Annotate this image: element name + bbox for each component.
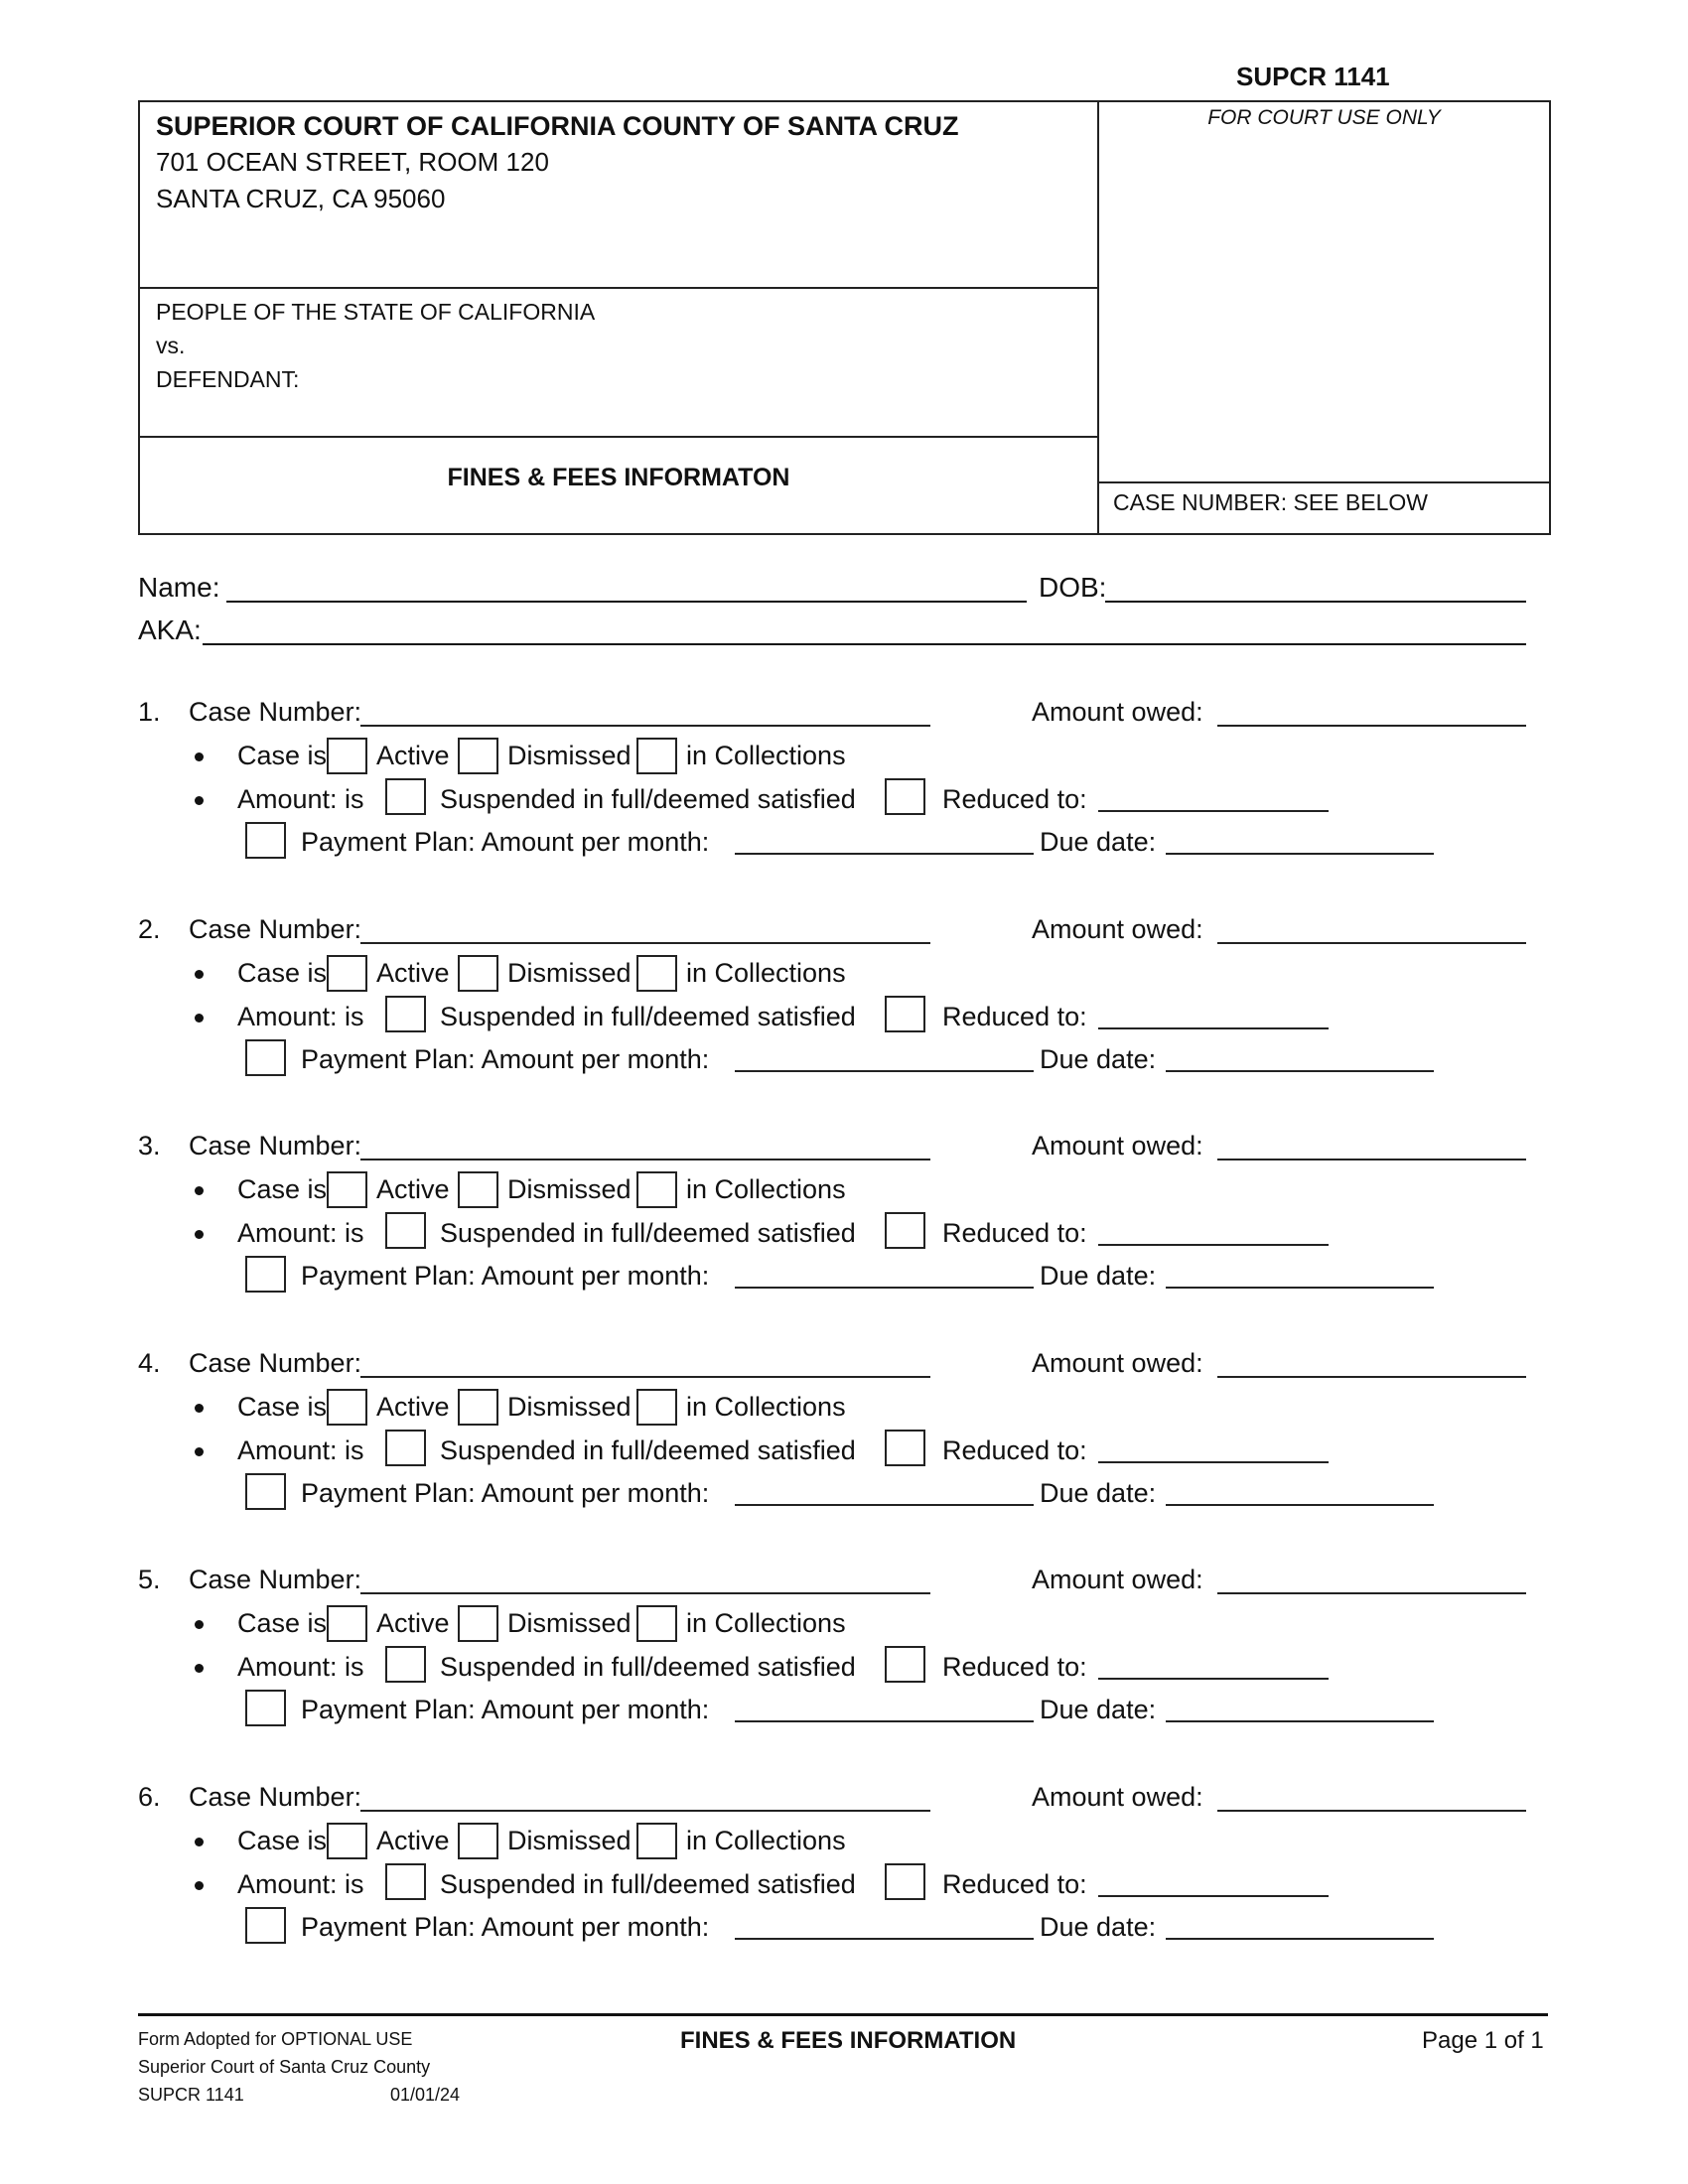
case-index: 1. (138, 697, 161, 727)
case-entry-1 (0, 697, 1688, 895)
amount-per-month-field[interactable] (735, 1504, 1034, 1506)
court-address-line2: SANTA CRUZ, CA 95060 (156, 184, 446, 213)
reduced-checkbox[interactable] (885, 1646, 925, 1683)
reduced-to-field[interactable] (1098, 1895, 1329, 1897)
dismissed-checkbox[interactable] (458, 1605, 498, 1642)
collections-checkbox[interactable] (636, 738, 677, 774)
amount-owed-label: Amount owed: (1032, 1348, 1203, 1378)
collections-label: in Collections (686, 1392, 846, 1422)
case-is-label: Case is (237, 1826, 328, 1855)
reduced-checkbox[interactable] (885, 778, 925, 815)
amount-is-label: Amount: is (237, 1652, 364, 1682)
payment-plan-label: Payment Plan: Amount per month: (301, 1261, 710, 1291)
reduced-checkbox[interactable] (885, 1863, 925, 1900)
case-index: 6. (138, 1782, 161, 1812)
amount-per-month-field[interactable] (735, 853, 1034, 855)
suspended-label: Suspended in full/deemed satisfied (440, 1218, 856, 1248)
reduced-to-field[interactable] (1098, 1678, 1329, 1680)
court-address-line1: 701 OCEAN STREET, ROOM 120 (156, 147, 549, 177)
reduced-to-label: Reduced to: (942, 1435, 1087, 1465)
due-date-label: Due date: (1040, 1695, 1157, 1724)
form-id: SUPCR 1141 (1236, 62, 1390, 91)
case-entry-3 (0, 1131, 1688, 1329)
suspended-checkbox[interactable] (385, 1646, 426, 1683)
payment-plan-label: Payment Plan: Amount per month: (301, 1912, 710, 1942)
payment-plan-label: Payment Plan: Amount per month: (301, 1695, 710, 1724)
bullet (195, 1014, 204, 1023)
reduced-to-field[interactable] (1098, 1027, 1329, 1029)
amount-is-label: Amount: is (237, 1869, 364, 1899)
case-number-field[interactable] (360, 1376, 930, 1378)
active-label: Active (376, 1392, 450, 1422)
dismissed-checkbox[interactable] (458, 1389, 498, 1426)
caption-left (140, 102, 1099, 533)
reduced-to-label: Reduced to: (942, 784, 1087, 814)
bullet (195, 1838, 204, 1846)
bullet (195, 1186, 204, 1195)
active-label: Active (376, 1826, 450, 1855)
collections-label: in Collections (686, 1174, 846, 1204)
amount-owed-label: Amount owed: (1032, 1782, 1203, 1812)
due-date-label: Due date: (1040, 1044, 1157, 1074)
case-number-label: Case Number: (189, 1348, 362, 1378)
payment-plan-checkbox[interactable] (245, 822, 286, 859)
collections-checkbox[interactable] (636, 1389, 677, 1426)
collections-checkbox[interactable] (636, 1605, 677, 1642)
active-label: Active (376, 1608, 450, 1638)
case-number-field[interactable] (360, 1159, 930, 1160)
name-field[interactable] (226, 601, 1027, 603)
name-label: Name: (138, 572, 220, 603)
collections-label: in Collections (686, 1608, 846, 1638)
active-checkbox[interactable] (327, 738, 367, 774)
case-is-label: Case is (237, 1174, 328, 1204)
active-checkbox[interactable] (327, 1823, 367, 1859)
active-checkbox[interactable] (327, 1605, 367, 1642)
amount-owed-label: Amount owed: (1032, 1131, 1203, 1160)
case-is-label: Case is (237, 958, 328, 988)
court-use-area (1099, 102, 1549, 533)
reduced-to-label: Reduced to: (942, 1002, 1087, 1031)
bullet (195, 1881, 204, 1890)
due-date-field[interactable] (1166, 1938, 1434, 1940)
due-date-field[interactable] (1166, 1504, 1434, 1506)
case-is-label: Case is (237, 1392, 328, 1422)
page-number: Page 1 of 1 (1422, 2027, 1544, 2054)
collections-label: in Collections (686, 958, 846, 988)
case-number-label: Case Number: (189, 1565, 362, 1594)
active-label: Active (376, 1174, 450, 1204)
dismissed-checkbox[interactable] (458, 738, 498, 774)
payment-plan-checkbox[interactable] (245, 1256, 286, 1293)
dismissed-checkbox[interactable] (458, 955, 498, 992)
dismissed-checkbox[interactable] (458, 1171, 498, 1208)
versus: vs. (156, 333, 186, 358)
case-number-field[interactable] (360, 1810, 930, 1812)
caption-box (138, 100, 1551, 535)
footer-rule (138, 2013, 1548, 2016)
case-number-label: Case Number: (189, 914, 362, 944)
collections-checkbox[interactable] (636, 955, 677, 992)
amount-per-month-field[interactable] (735, 1938, 1034, 1940)
dismissed-label: Dismissed (507, 1608, 632, 1638)
dob-label: DOB: (1039, 572, 1107, 603)
footer-form-code: SUPCR 1141 (138, 2085, 244, 2105)
case-number-box: CASE NUMBER: SEE BELOW (1099, 481, 1549, 533)
collections-label: in Collections (686, 741, 846, 770)
due-date-field[interactable] (1166, 1720, 1434, 1722)
case-number-label: Case Number: (189, 1782, 362, 1812)
collections-checkbox[interactable] (636, 1823, 677, 1859)
case-number-field[interactable] (360, 1592, 930, 1594)
amount-owed-field[interactable] (1217, 1810, 1526, 1812)
dismissed-label: Dismissed (507, 1174, 632, 1204)
payment-plan-checkbox[interactable] (245, 1473, 286, 1510)
due-date-label: Due date: (1040, 1912, 1157, 1942)
amount-per-month-field[interactable] (735, 1070, 1034, 1072)
suspended-checkbox[interactable] (385, 778, 426, 815)
active-label: Active (376, 958, 450, 988)
suspended-label: Suspended in full/deemed satisfied (440, 1869, 856, 1899)
case-index: 3. (138, 1131, 161, 1160)
footer-title: FINES & FEES INFORMATION (680, 2027, 1017, 2054)
bullet (195, 970, 204, 979)
collections-label: in Collections (686, 1826, 846, 1855)
payment-plan-checkbox[interactable] (245, 1907, 286, 1944)
case-entry-6 (0, 1782, 1688, 1980)
bullet (195, 1620, 204, 1629)
payment-plan-checkbox[interactable] (245, 1039, 286, 1076)
due-date-label: Due date: (1040, 1478, 1157, 1508)
reduced-checkbox[interactable] (885, 996, 925, 1032)
amount-is-label: Amount: is (237, 1218, 364, 1248)
amount-is-label: Amount: is (237, 1002, 364, 1031)
dismissed-label: Dismissed (507, 1392, 632, 1422)
bullet (195, 1230, 204, 1239)
bullet (195, 1404, 204, 1413)
suspended-label: Suspended in full/deemed satisfied (440, 1435, 856, 1465)
payment-plan-label: Payment Plan: Amount per month: (301, 1044, 710, 1074)
amount-owed-field[interactable] (1217, 1159, 1526, 1160)
payment-plan-checkbox[interactable] (245, 1690, 286, 1726)
case-index: 2. (138, 914, 161, 944)
suspended-checkbox[interactable] (385, 1430, 426, 1466)
amount-owed-field[interactable] (1217, 1376, 1526, 1378)
suspended-label: Suspended in full/deemed satisfied (440, 1652, 856, 1682)
reduced-to-field[interactable] (1098, 1461, 1329, 1463)
court-name: SUPERIOR COURT OF CALIFORNIA COUNTY OF SANTA CRUZ (156, 111, 959, 141)
plaintiff: PEOPLE OF THE STATE OF CALIFORNIA (156, 299, 596, 325)
suspended-checkbox[interactable] (385, 1863, 426, 1900)
amount-owed-label: Amount owed: (1032, 1565, 1203, 1594)
case-entry-4 (0, 1348, 1688, 1547)
payment-plan-label: Payment Plan: Amount per month: (301, 1478, 710, 1508)
amount-per-month-field[interactable] (735, 1287, 1034, 1289)
court-info (140, 102, 1097, 289)
case-index: 5. (138, 1565, 161, 1594)
bullet (195, 752, 204, 761)
amount-per-month-field[interactable] (735, 1720, 1034, 1722)
bullet (195, 1664, 204, 1673)
reduced-to-field[interactable] (1098, 810, 1329, 812)
due-date-field[interactable] (1166, 1070, 1434, 1072)
reduced-to-label: Reduced to: (942, 1652, 1087, 1682)
active-checkbox[interactable] (327, 1389, 367, 1426)
dismissed-label: Dismissed (507, 741, 632, 770)
due-date-field[interactable] (1166, 1287, 1434, 1289)
collections-checkbox[interactable] (636, 1171, 677, 1208)
amount-owed-field[interactable] (1217, 1592, 1526, 1594)
due-date-label: Due date: (1040, 1261, 1157, 1291)
active-label: Active (376, 741, 450, 770)
suspended-label: Suspended in full/deemed satisfied (440, 784, 856, 814)
due-date-field[interactable] (1166, 853, 1434, 855)
active-checkbox[interactable] (327, 1171, 367, 1208)
amount-owed-field[interactable] (1217, 942, 1526, 944)
amount-is-label: Amount: is (237, 784, 364, 814)
parties (140, 289, 1097, 438)
amount-owed-field[interactable] (1217, 725, 1526, 727)
case-is-label: Case is (237, 1608, 328, 1638)
bullet (195, 796, 204, 805)
dob-field[interactable] (1105, 601, 1526, 603)
case-number-label: Case Number: (189, 697, 362, 727)
suspended-checkbox[interactable] (385, 996, 426, 1032)
case-number-label: Case Number: (189, 1131, 362, 1160)
suspended-checkbox[interactable] (385, 1212, 426, 1249)
reduced-to-label: Reduced to: (942, 1869, 1087, 1899)
case-is-label: Case is (237, 741, 328, 770)
active-checkbox[interactable] (327, 955, 367, 992)
defendant-label: DEFENDANT: (156, 366, 300, 392)
case-index: 4. (138, 1348, 161, 1378)
reduced-checkbox[interactable] (885, 1212, 925, 1249)
aka-label: AKA: (138, 614, 202, 645)
amount-owed-label: Amount owed: (1032, 914, 1203, 944)
court-use-label: FOR COURT USE ONLY (1207, 106, 1441, 129)
footer-adopted: Form Adopted for OPTIONAL USE (138, 2029, 413, 2049)
case-number-field[interactable] (360, 942, 930, 944)
footer-date: 01/01/24 (390, 2085, 461, 2105)
reduced-checkbox[interactable] (885, 1430, 925, 1466)
suspended-label: Suspended in full/deemed satisfied (440, 1002, 856, 1031)
payment-plan-label: Payment Plan: Amount per month: (301, 827, 710, 857)
reduced-to-label: Reduced to: (942, 1218, 1087, 1248)
case-number-field[interactable] (360, 725, 930, 727)
dismissed-label: Dismissed (507, 958, 632, 988)
bullet (195, 1447, 204, 1456)
due-date-label: Due date: (1040, 827, 1157, 857)
footer-court: Superior Court of Santa Cruz County (138, 2057, 431, 2077)
case-entry-2 (0, 914, 1688, 1113)
reduced-to-field[interactable] (1098, 1244, 1329, 1246)
amount-is-label: Amount: is (237, 1435, 364, 1465)
case-entry-5 (0, 1565, 1688, 1763)
aka-field[interactable] (203, 643, 1526, 645)
dismissed-checkbox[interactable] (458, 1823, 498, 1859)
form-title: FINES & FEES INFORMATON (447, 464, 790, 491)
dismissed-label: Dismissed (507, 1826, 632, 1855)
amount-owed-label: Amount owed: (1032, 697, 1203, 727)
